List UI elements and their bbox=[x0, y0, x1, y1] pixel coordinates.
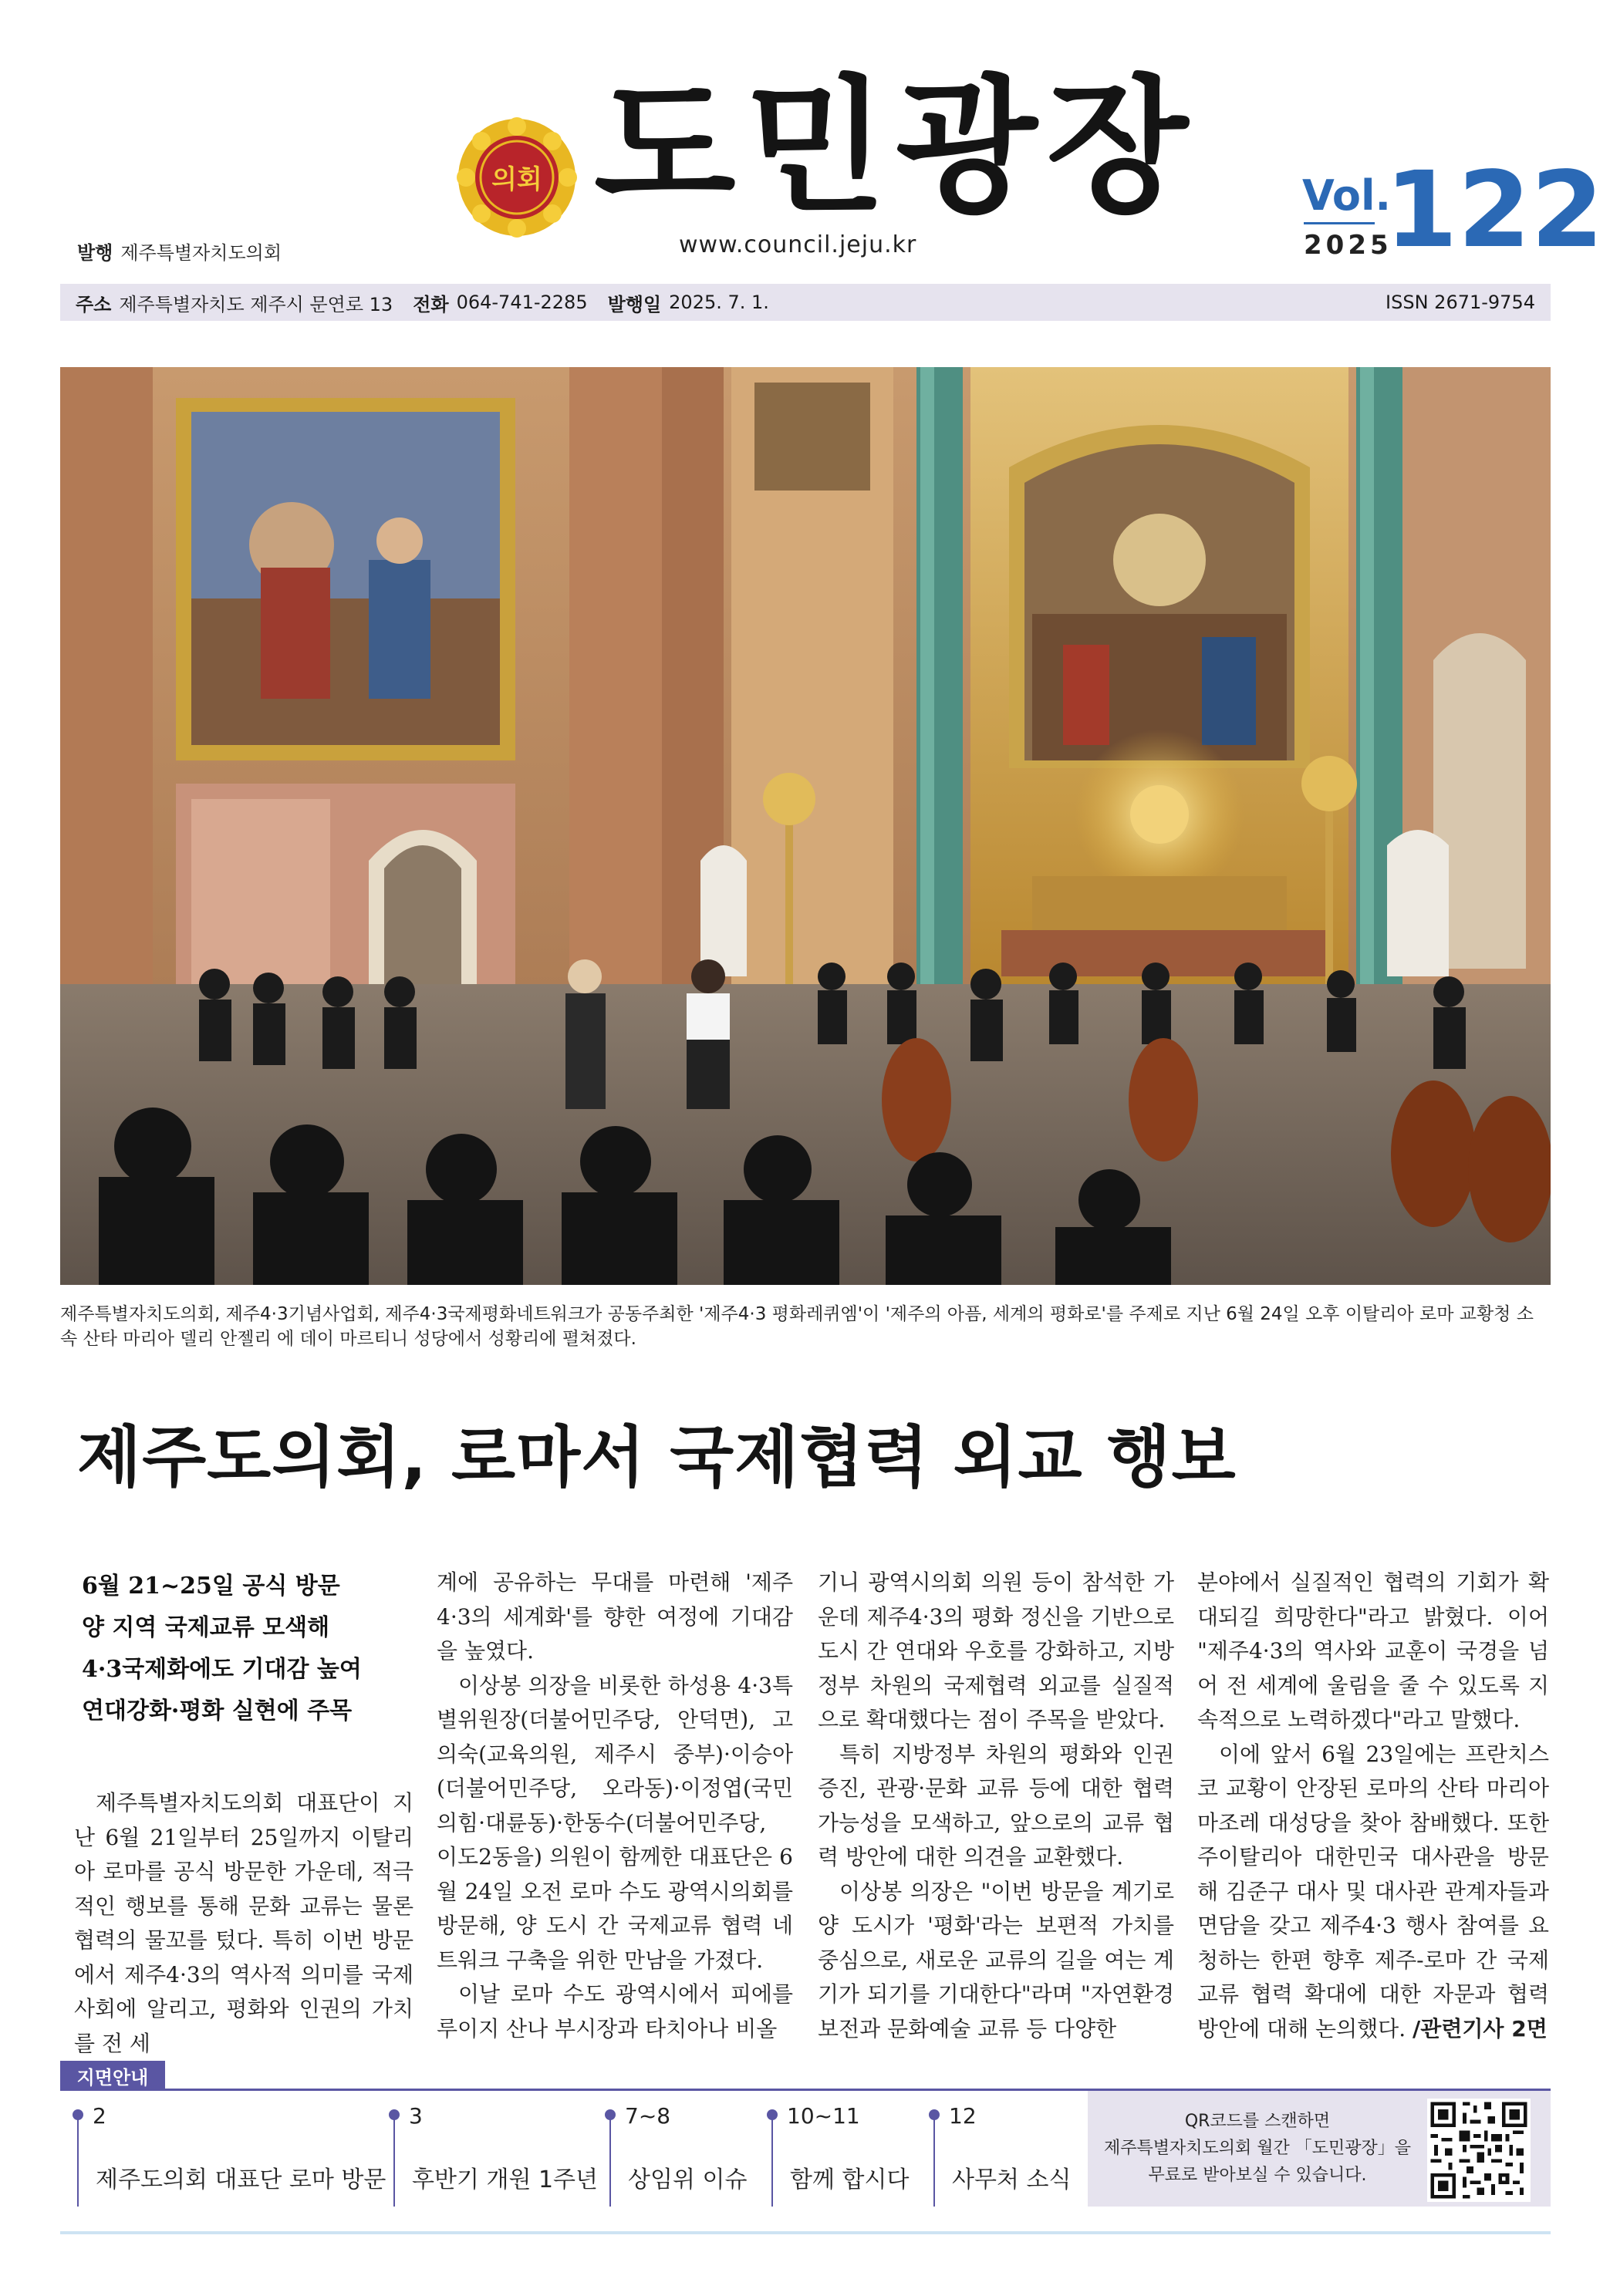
page-guide-label: 제주도의회 대표단 로마 방문 bbox=[96, 2166, 386, 2193]
related-article-link[interactable]: /관련기사 2면 bbox=[1413, 2015, 1548, 2041]
publish-date: 2025. 7. 1. bbox=[669, 292, 769, 313]
paragraph: 분야에서 실질적인 협력의 기회가 확대되길 희망한다"라고 밝혔다. 이어 "제주4·3의 역사와 교훈이 국경을 넘어 전 세계에 울림을 줄 수 있도록 지속적으로 노력하겠다"라고 말했다. bbox=[1197, 1569, 1549, 1732]
newsletter-title: 도민광장 bbox=[594, 60, 1198, 232]
page-number: 2 bbox=[93, 2103, 106, 2129]
paragraph: 이상봉 의장을 비롯한 하성용 4·3특별위원장(더불어민주당, 안덕면), 고의숙(교육의원, 제주시 중부)·이승아(더불어민주당, 오라동)·이정엽(국민의힘·대륜동)·한동수(더불어민주당, 이도2동을) 의원이 함께한 대표단은 6월 24일 오전 로마 수도 광역시의회를 방문해, 양 도시 간 국제교류 협력 네트워크 구축을 위한 만남을 가졌다. bbox=[437, 1672, 793, 1973]
qr-instructions: QR코드를 스캔하면 제주특별자치도의회 월간 「도민광장」을 무료로 받아보실 수 있습니다. bbox=[1103, 2112, 1412, 2185]
cathedral-concert-illustration bbox=[60, 367, 1551, 1285]
page-guide bbox=[60, 2091, 1086, 2214]
volume-number: 122 bbox=[1385, 150, 1604, 271]
page-guide-label: 함께 합시다 bbox=[790, 2166, 910, 2193]
article-column-1 bbox=[74, 1786, 413, 2061]
qr-code-icon[interactable] bbox=[1427, 2099, 1531, 2202]
bullet-icon bbox=[389, 2109, 400, 2120]
paragraph: 제주특별자치도의회 대표단이 지난 6월 21일부터 25일까지 이탈리아 로마를 공식 방문한 가운데, 적극적인 행보를 통해 문화 교류는 물론 협력의 물꼬를 텄다. 특히 이번 방문에서 제주4·3의 역사적 의미를 국제사회에 알리고, 평화와 인권의 가치를 전 세 bbox=[74, 1790, 413, 2056]
page-guide-item[interactable] bbox=[376, 2091, 599, 2214]
paragraph: 기니 광역시의회 의원 등이 참석한 가운데 제주4·3의 평화 정신을 기반으로 도시 간 연대와 우호를 강화하고, 지방정부 차원의 국제협력 외교를 실질적으로 확대했다는 점이 주목을 받았다. bbox=[818, 1569, 1174, 1732]
paragraph: 이에 앞서 6월 23일에는 프란치스코 교황이 안장된 로마의 산타 마리아 마조레 대성당을 찾아 참배했다. 또한 주이탈리아 대한민국 대사관을 방문해 김준구 대사 및 대사관 관계자들과 면담을 갖고 제주4·3 행사 참여를 요청하는 한편 향후 제주-로마 간 국제교류 협력 확대에 대한 자문과 협력 방안에 대해 논의했다. /관련기사 2면 bbox=[1197, 1741, 1549, 2041]
subhead: 4·3국제화에도 기대감 높여 bbox=[82, 1656, 362, 1683]
page-number: 7~8 bbox=[625, 2103, 671, 2129]
page-number: 3 bbox=[409, 2103, 423, 2129]
address: 제주특별자치도 제주시 문연로 13 bbox=[119, 293, 393, 315]
page-guide-label: 사무처 소식 bbox=[952, 2166, 1072, 2193]
qr-box bbox=[1088, 2091, 1551, 2207]
article-column-4 bbox=[1197, 1566, 1549, 2046]
issn: ISSN 2671-9754 bbox=[1386, 292, 1535, 313]
paragraph: 이상봉 의장은 "이번 방문을 계기로 양 도시가 '평화'라는 보편적 가치를 중심으로, 새로운 교류의 길을 여는 계기가 되기를 기대한다"라며 "자연환경 보전과 문화예술 교류 등 다양한 bbox=[818, 1878, 1174, 2041]
bullet-icon bbox=[605, 2109, 616, 2120]
page-number: 12 bbox=[949, 2103, 977, 2129]
bullet-icon bbox=[929, 2109, 940, 2120]
volume-rule bbox=[1304, 222, 1375, 224]
bullet-icon bbox=[767, 2109, 778, 2120]
article-column-2 bbox=[437, 1566, 793, 2046]
publisher: 발행 제주특별자치도의회 bbox=[77, 242, 282, 264]
footer-rule bbox=[60, 2231, 1551, 2234]
article-column-3 bbox=[818, 1566, 1174, 2046]
bullet-icon bbox=[73, 2109, 83, 2120]
article-headline: 제주도의회, 로마서 국제협력 외교 행보 bbox=[77, 1419, 1237, 1496]
volume-label: Vol. bbox=[1302, 171, 1391, 220]
article-subheads bbox=[82, 1566, 390, 1732]
paragraph: 계에 공유하는 무대를 마련해 '제주4·3의 세계화'를 향한 여정에 기대감을 높였다. bbox=[437, 1569, 793, 1664]
page-guide-item[interactable] bbox=[592, 2091, 754, 2214]
page-guide-item[interactable] bbox=[754, 2091, 916, 2214]
page-guide-item[interactable] bbox=[60, 2091, 386, 2214]
website-url[interactable]: www.council.jeju.kr bbox=[679, 231, 917, 258]
subhead: 연대강화·평화 실현에 주목 bbox=[82, 1698, 353, 1725]
subhead: 양 지역 국제교류 모색해 bbox=[82, 1614, 330, 1641]
info-bar: 주소 제주특별자치도 제주시 문연로 13 전화 064-741-2285 발행일 2025. 7. 1. ISSN 2671-9754 bbox=[60, 284, 1551, 321]
paragraph: 특히 지방정부 차원의 평화와 인권 증진, 관광·문화 교류 등에 대한 협력 가능성을 모색하고, 앞으로의 교류 협력 방안에 대한 의견을 교환했다. bbox=[818, 1741, 1174, 1870]
page-guide-title: 지면안내 bbox=[60, 2061, 165, 2090]
council-emblem-icon bbox=[455, 116, 579, 239]
subhead: 6월 21~25일 공식 방문 bbox=[82, 1573, 340, 1600]
page-guide-item[interactable] bbox=[916, 2091, 1086, 2214]
hero-photo bbox=[60, 367, 1551, 1285]
photo-caption: 제주특별자치도의회, 제주4·3기념사업회, 제주4·3국제평화네트워크가 공동주최한 '제주4·3 평화레퀴엠'이 '제주의 아픔, 세계의 평화로'를 주제로 지난 6월 24일 오후 이탈리아 로마 교황청 소속 산타 마리아 델리 안젤리 에 데이 마르티니 성당에서 성황리에 펼쳐졌다. bbox=[60, 1304, 1534, 1349]
volume-year: 2025 bbox=[1304, 230, 1392, 261]
page-guide-label: 상임위 이슈 bbox=[628, 2166, 748, 2193]
phone: 064-741-2285 bbox=[456, 292, 588, 313]
page-number: 10~11 bbox=[787, 2103, 860, 2129]
emblem-text: 의회 bbox=[491, 164, 542, 195]
page-guide-label: 후반기 개원 1주년 bbox=[412, 2166, 599, 2193]
paragraph: 이날 로마 수도 광역시에서 피에를 루이지 산나 부시장과 타치아나 비올 bbox=[437, 1981, 793, 2041]
masthead bbox=[0, 0, 1610, 278]
